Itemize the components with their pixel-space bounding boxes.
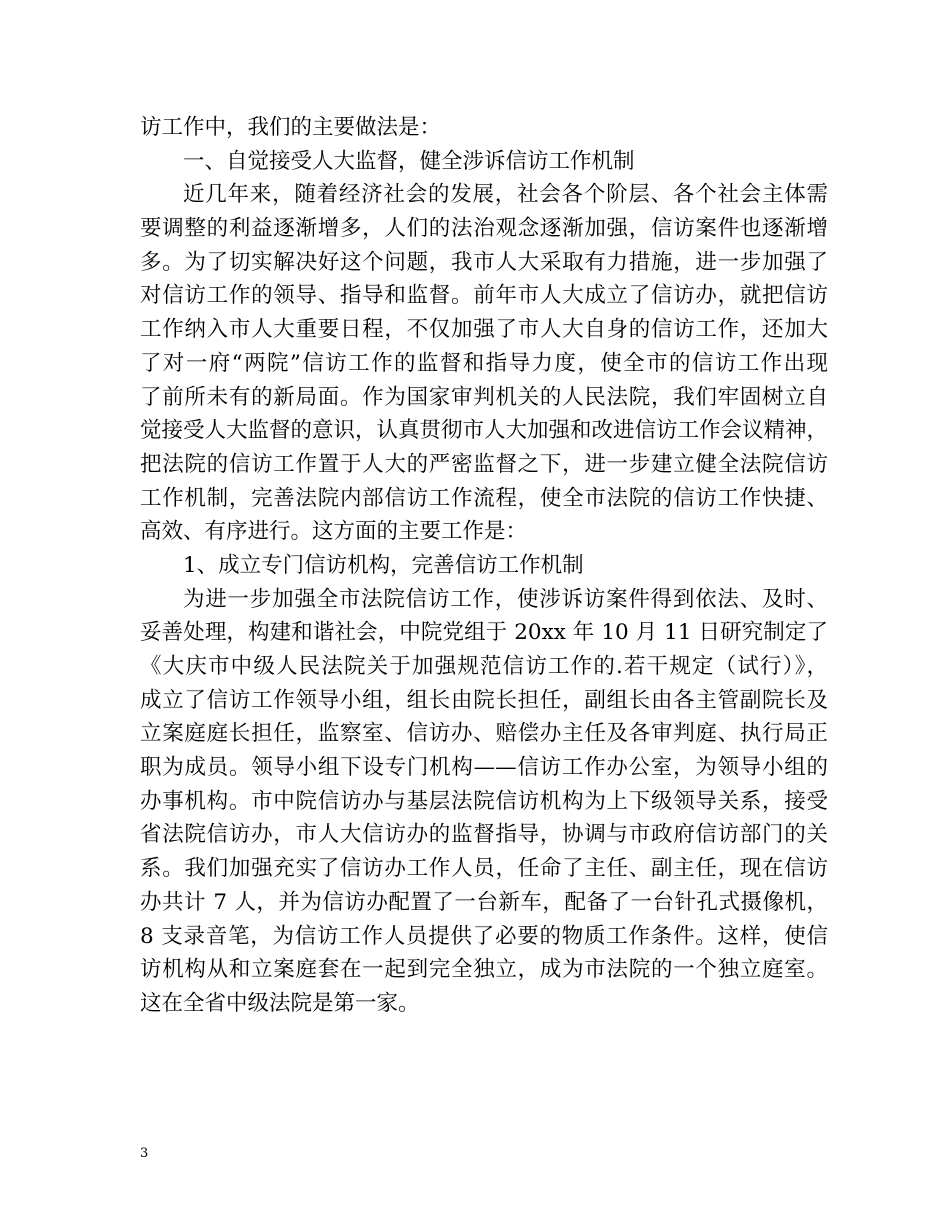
- text-line: 多。为了切实解决好这个问题，我市人大采取有力措施，进一步加强了: [140, 249, 828, 275]
- text-line: 高效、有序进行。这方面的主要工作是：: [140, 519, 528, 545]
- text-line: 要调整的利益逐渐增多，人们的法治观念逐渐加强，信访案件也逐渐增: [140, 216, 828, 242]
- section-heading: 一、自觉接受人大监督，健全涉诉信访工作机制: [183, 148, 635, 174]
- text-line: 了对一府“两院”信访工作的监督和指导力度，使全市的信访工作出现: [140, 350, 828, 376]
- page-number: 3: [140, 1146, 149, 1161]
- text-line: 访机构从和立案庭套在一起到完全独立，成为市法院的一个独立庭室。: [140, 957, 828, 983]
- text-line: 成立了信访工作领导小组，组长由院长担任，副组长由各主管副院长及: [140, 687, 828, 713]
- text-line: 觉接受人大监督的意识，认真贯彻市人大加强和改进信访工作会议精神，: [140, 418, 829, 444]
- text-line: 这在全省中级法院是第一家。: [140, 990, 420, 1016]
- text-line: 职为成员。领导小组下设专门机构——信访工作办公室，为领导小组的: [140, 755, 828, 781]
- text-line: 把法院的信访工作置于人大的严密监督之下，进一步建立健全法院信访: [140, 451, 828, 477]
- text-line: 8 支录音笔，为信访工作人员提供了必要的物质工作条件。这样，使信: [140, 923, 828, 949]
- subsection-heading: 1、成立专门信访机构，完善信访工作机制: [183, 552, 584, 578]
- text-line: 工作机制，完善法院内部信访工作流程，使全市法院的信访工作快捷、: [140, 485, 828, 511]
- text-line: 近几年来，随着经济社会的发展，社会各个阶层、各个社会主体需: [183, 182, 828, 208]
- body-text: [140, 111, 828, 1021]
- text-line: 访工作中，我们的主要做法是：: [140, 115, 442, 140]
- text-line: 了前所未有的新局面。作为国家审判机关的人民法院，我们牢固树立自: [140, 384, 828, 410]
- text-line: 妥善处理，构建和谐社会，中院党组于 20xx 年 10 月 11 日研究制定了: [140, 620, 828, 646]
- text-line: 办事机构。市中院信访办与基层法院信访机构为上下级领导关系，接受: [140, 788, 828, 814]
- text-line: 工作纳入市人大重要日程，不仅加强了市人大自身的信访工作，还加大: [140, 317, 828, 343]
- text-line: 对信访工作的领导、指导和监督。前年市人大成立了信访办，就把信访: [140, 283, 828, 309]
- text-line: 办共计 7 人，并为信访办配置了一台新车，配备了一台针孔式摄像机，: [140, 889, 828, 915]
- text-line: 系。我们加强充实了信访办工作人员，任命了主任、副主任，现在信访: [140, 856, 828, 882]
- text-line: 立案庭庭长担任，监察室、信访办、赔偿办主任及各审判庭、执行局正: [140, 721, 828, 747]
- text-line: 《大庆市中级人民法院关于加强规范信访工作的.若干规定（试行）》，: [140, 654, 828, 679]
- text-line: 省法院信访办，市人大信访办的监督指导，协调与市政府信访部门的关: [140, 822, 828, 848]
- text-line: 为进一步加强全市法院信访工作，使涉诉访案件得到依法、及时、: [183, 586, 828, 612]
